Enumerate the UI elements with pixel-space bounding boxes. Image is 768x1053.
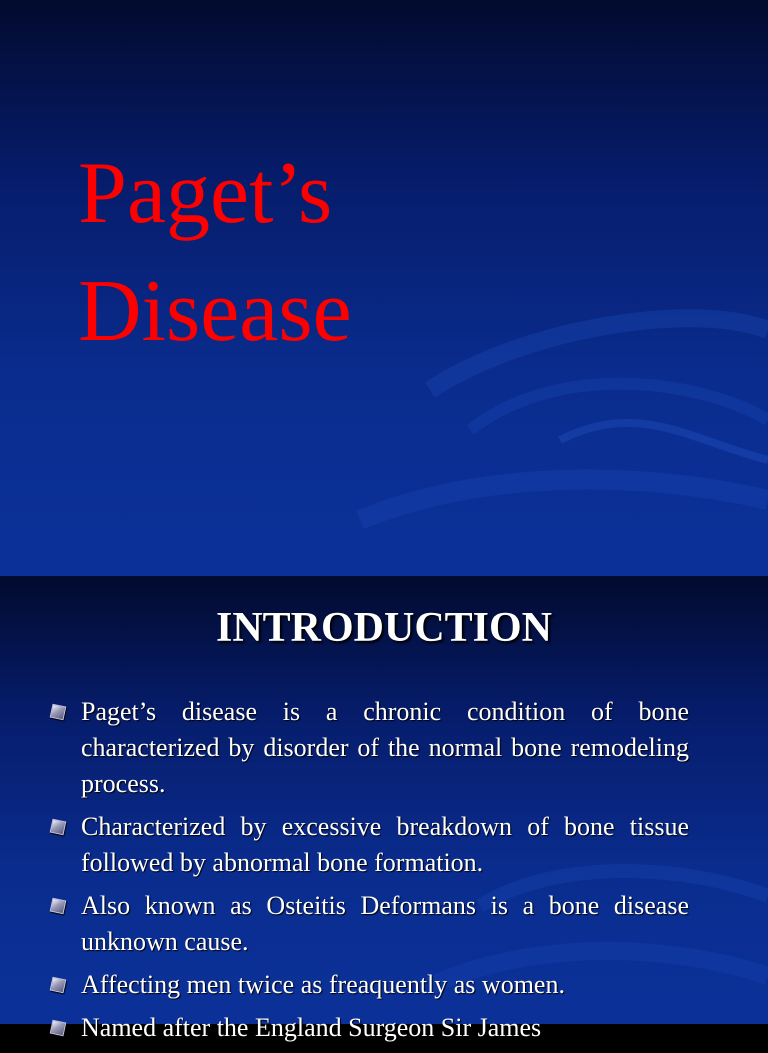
title-line: Paget’s (78, 145, 333, 242)
bullet-text: Paget’s disease is a chronic condition of bone characterized by disorder of the normal bone remodeling process. (81, 697, 689, 798)
bullet-text: Named after the England Surgeon Sir James (81, 1013, 542, 1042)
bullet-text: Affecting men twice as freaquently as women. (81, 970, 565, 999)
bullet-icon (50, 819, 67, 836)
bullet-icon (50, 704, 67, 721)
bullet-item (0, 809, 689, 881)
bullet-item (0, 694, 689, 802)
bullet-icon (50, 977, 67, 994)
bullet-text: Also known as Osteitis Deformans is a bone disease unknown cause. (81, 891, 689, 956)
bullet-icon (50, 1020, 67, 1037)
slide-heading: INTRODUCTION (215, 605, 553, 651)
bullet-item (0, 1010, 689, 1046)
bullet-item (0, 888, 689, 960)
slide-title (78, 135, 352, 371)
bullet-item (0, 967, 689, 1003)
title-line: Disease (78, 263, 352, 360)
bullet-list (0, 694, 768, 1053)
bullet-icon (50, 898, 67, 915)
bullet-text: Characterized by excessive breakdown of bone tissue followed by abnormal bone formation. (81, 812, 689, 877)
